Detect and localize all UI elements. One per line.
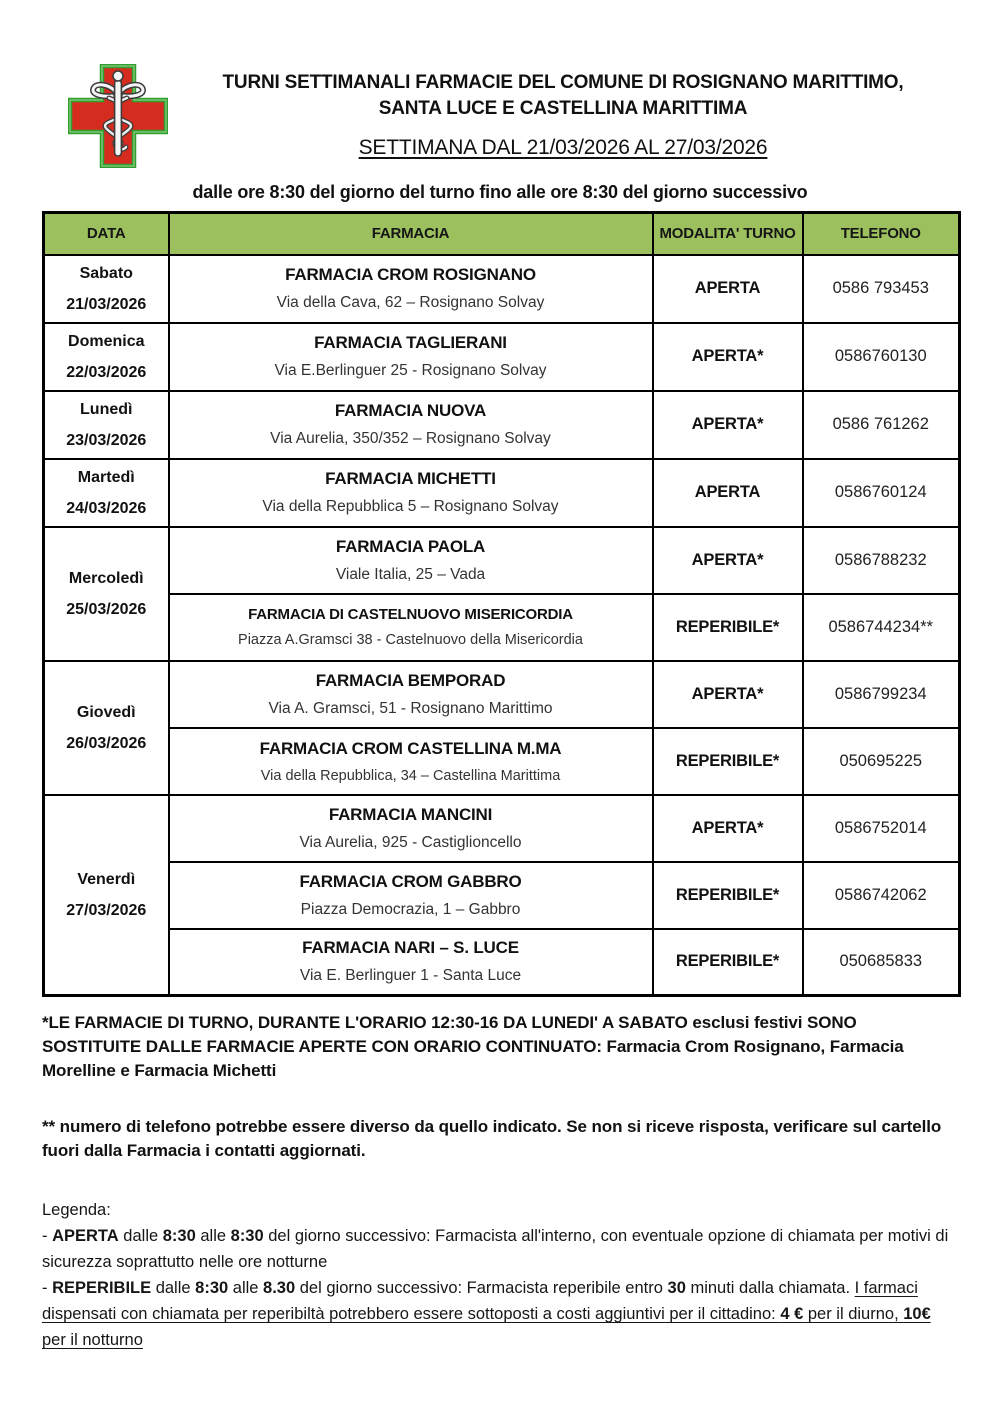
- legend-segment: alle: [195, 1227, 231, 1245]
- legend-segment: dalle: [118, 1227, 163, 1245]
- day-cell: [44, 323, 169, 391]
- turn-mode-cell: REPERIBILE*: [653, 594, 803, 661]
- legend-segment: per il diurno,: [803, 1305, 904, 1323]
- legend-segment: I farmaci dispensati con chiamata per reperibiltà potrebbero essere sottoposti a costi aggiuntivi per il cittadino:: [42, 1279, 918, 1323]
- legend-segment: APERTA: [52, 1227, 119, 1245]
- phone-cell: 050695225: [803, 728, 960, 795]
- legend-segment: del giorno successivo: Farmacista reperibile entro: [295, 1279, 668, 1297]
- legend-segment: 8.30: [263, 1279, 296, 1297]
- table-row: [44, 728, 960, 795]
- pharmacy-address: Via della Repubblica, 34 – Castellina Marittima: [260, 767, 561, 784]
- week-range: SETTIMANA DAL 21/03/2026 AL 27/03/2026: [358, 136, 768, 159]
- day-cell: [44, 391, 169, 459]
- legend-segment: REPERIBILE: [52, 1279, 152, 1297]
- legend-segment: dalle: [151, 1279, 196, 1297]
- legend-reperibile-line: [42, 1275, 958, 1353]
- pharmacy-cell: [169, 929, 653, 996]
- pharmacy-name: FARMACIA DI CASTELNUOVO MISERICORDIA: [248, 606, 573, 623]
- pharmacy-address: Viale Italia, 25 – Vada: [335, 565, 486, 583]
- note-phone-disclaimer: ** numero di telefono potrebbe essere diverso da quello indicato. Se non si riceve risposta, verificare sul cartello fuori dalla Farmacia i contatti aggiornati.: [42, 1117, 942, 1160]
- pharmacy-address: Piazza A.Gramsci 38 - Castelnuovo della Misericordia: [238, 632, 583, 648]
- pharmacy-address: Via E.Berlinguer 25 - Rosignano Solvay: [274, 362, 547, 379]
- pharmacy-address: Via della Cava, 62 – Rosignano Solvay: [276, 294, 545, 311]
- phone-cell: 0586760124: [803, 459, 960, 527]
- pharmacy-address: Via Aurelia, 350/352 – Rosignano Solvay: [270, 430, 551, 447]
- column-header-farmacia: FARMACIA: [169, 213, 653, 255]
- pharmacy-cross-caduceus-icon: [68, 64, 168, 168]
- day-name: Martedì: [77, 468, 135, 486]
- page-title-line1: TURNI SETTIMANALI FARMACIE DEL COMUNE DI ROSIGNANO MARITTIMO,: [222, 72, 904, 93]
- day-cell: [44, 527, 169, 661]
- column-header-telefono: TELEFONO: [803, 213, 960, 255]
- day-name: Venerdì: [77, 870, 136, 888]
- day-cell: [44, 459, 169, 527]
- day-date: 24/03/2026: [66, 499, 147, 517]
- pharmacy-cell: [169, 527, 653, 594]
- table-header-row: [44, 213, 960, 255]
- page-title-line2: SANTA LUCE E CASTELLINA MARITTIMA: [378, 98, 748, 119]
- day-name: Mercoledì: [68, 569, 144, 587]
- turn-mode-cell: APERTA*: [653, 527, 803, 594]
- title-block: [168, 64, 958, 160]
- phone-cell: 0586744234**: [803, 594, 960, 661]
- pharmacy-address: Via Aurelia, 925 - Castiglioncello: [299, 833, 522, 851]
- turn-mode-cell: REPERIBILE*: [653, 929, 803, 996]
- turn-mode-cell: APERTA*: [653, 661, 803, 728]
- phone-cell: 050685833: [803, 929, 960, 996]
- pharmacy-cell: [169, 795, 653, 862]
- day-cell: [44, 255, 169, 323]
- day-date: 22/03/2026: [66, 363, 147, 381]
- legend-segment: 30: [667, 1279, 686, 1297]
- table-row: [44, 527, 960, 594]
- pharmacy-address: Via E. Berlinguer 1 - Santa Luce: [299, 967, 522, 985]
- legend-aperta-line: [42, 1223, 958, 1275]
- day-cell: [44, 795, 169, 996]
- legend-segment: minuti dalla chiamata.: [685, 1279, 855, 1297]
- pharmacy-cell: [169, 459, 653, 527]
- day-date: 23/03/2026: [66, 431, 147, 449]
- day-name: Domenica: [68, 332, 145, 350]
- pharmacy-address: Via della Repubblica 5 – Rosignano Solvay: [262, 498, 559, 515]
- pharmacy-cell: [169, 323, 653, 391]
- column-header-modalita-turno: MODALITA' TURNO: [653, 213, 803, 255]
- turn-mode-cell: APERTA*: [653, 323, 803, 391]
- table-row: [44, 594, 960, 661]
- table-row: [44, 929, 960, 996]
- day-date: 21/03/2026: [66, 295, 147, 313]
- day-name: Lunedì: [80, 400, 133, 418]
- pharmacy-cell: [169, 862, 653, 929]
- phone-cell: 0586 793453: [803, 255, 960, 323]
- legend-segment: -: [42, 1227, 53, 1245]
- legend-segment: 8:30: [230, 1227, 264, 1245]
- turn-mode-cell: APERTA*: [653, 391, 803, 459]
- pharmacy-cell: [169, 391, 653, 459]
- turn-mode-cell: APERTA*: [653, 795, 803, 862]
- table-row: [44, 795, 960, 862]
- pharmacy-name: FARMACIA BEMPORAD: [315, 670, 506, 690]
- turn-mode-cell: REPERIBILE*: [653, 728, 803, 795]
- day-name: Giovedì: [76, 703, 136, 721]
- table-row: [44, 255, 960, 323]
- table-row: [44, 459, 960, 527]
- pharmacy-name: FARMACIA NARI – S. LUCE: [302, 938, 519, 958]
- table-row: [44, 661, 960, 728]
- legend-segment: 10€: [903, 1305, 931, 1323]
- phone-cell: 0586788232: [803, 527, 960, 594]
- turn-mode-cell: APERTA: [653, 459, 803, 527]
- validity-hours: dalle ore 8:30 del giorno del turno fino alle ore 8:30 del giorno successivo: [192, 182, 808, 202]
- legend-segment: del giorno successivo: Farmacista all'interno, con eventuale opzione di chiamata per motivi di sicurezza soprattutto nelle ore notturne: [42, 1227, 949, 1271]
- pharmacy-name: FARMACIA TAGLIERANI: [314, 333, 507, 352]
- pharmacy-name: FARMACIA CROM GABBRO: [299, 871, 522, 891]
- table-row: [44, 391, 960, 459]
- day-cell: [44, 661, 169, 795]
- pharmacy-address: Via A. Gramsci, 51 - Rosignano Marittimo: [268, 699, 553, 717]
- legend-segment: -: [42, 1279, 53, 1297]
- day-name: Sabato: [79, 264, 133, 282]
- legend-segment: alle: [228, 1279, 264, 1297]
- phone-cell: 0586799234: [803, 661, 960, 728]
- pharmacy-name: FARMACIA MANCINI: [328, 804, 493, 824]
- pharmacy-name: FARMACIA MICHETTI: [325, 469, 496, 488]
- pharmacy-name: FARMACIA PAOLA: [335, 536, 486, 556]
- phone-cell: 0586742062: [803, 862, 960, 929]
- turn-mode-cell: APERTA: [653, 255, 803, 323]
- phone-cell: 0586760130: [803, 323, 960, 391]
- turn-mode-cell: REPERIBILE*: [653, 862, 803, 929]
- legend-title: Legenda:: [42, 1201, 111, 1219]
- day-date: 26/03/2026: [66, 734, 147, 752]
- pharmacy-address: Piazza Democrazia, 1 – Gabbro: [300, 900, 521, 918]
- pharmacy-cell: [169, 594, 653, 661]
- pharmacy-name: FARMACIA CROM CASTELLINA M.MA: [259, 738, 562, 758]
- legend-segment: 8:30: [162, 1227, 196, 1245]
- pharmacy-name: FARMACIA CROM ROSIGNANO: [285, 265, 536, 284]
- legend: [42, 1197, 958, 1353]
- legend-segment: 4 €: [780, 1305, 804, 1323]
- day-date: 27/03/2026: [66, 901, 147, 919]
- note-open-substitution: *LE FARMACIE DI TURNO, DURANTE L'ORARIO 12:30-16 DA LUNEDI' A SABATO esclusi festivi SONO SOSTITUITE DALLE FARMACIE APERTE CON ORARIO CONTINUATO: Farmacia Crom Rosignano, Farmacia Morelline e Farmacia Michetti: [42, 1013, 904, 1080]
- legend-segment: 8:30: [195, 1279, 229, 1297]
- pharmacy-cell: [169, 661, 653, 728]
- legend-segment: per il notturno: [42, 1331, 143, 1349]
- day-date: 25/03/2026: [66, 600, 147, 618]
- pharmacy-name: FARMACIA NUOVA: [334, 401, 487, 420]
- schedule-body: [44, 255, 960, 996]
- phone-cell: 0586 761262: [803, 391, 960, 459]
- pharmacy-cell: [169, 255, 653, 323]
- table-row: [44, 323, 960, 391]
- pharmacy-cell: [169, 728, 653, 795]
- phone-cell: 0586752014: [803, 795, 960, 862]
- document-header: [42, 64, 958, 168]
- table-row: [44, 862, 960, 929]
- pharmacy-schedule-table: [42, 211, 961, 997]
- column-header-data: DATA: [44, 213, 169, 255]
